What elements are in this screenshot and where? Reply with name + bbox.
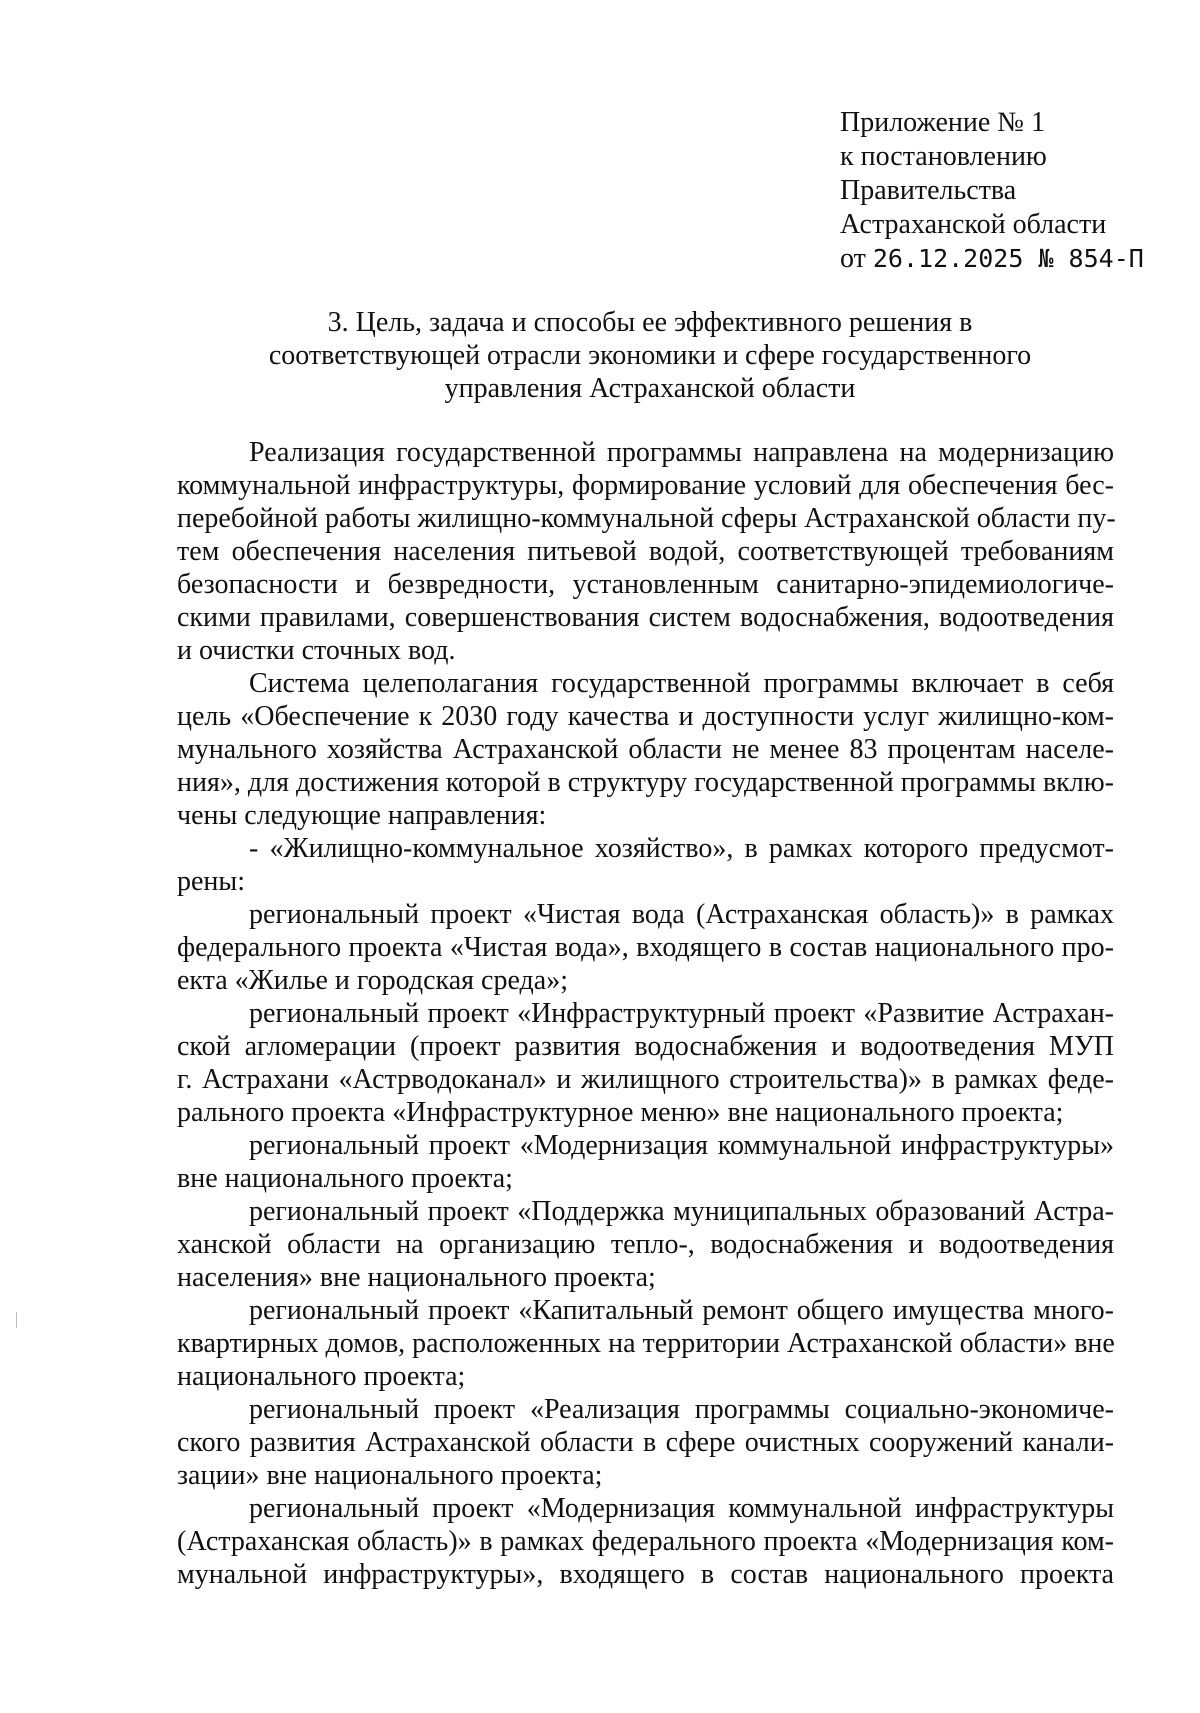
paragraph: [177, 667, 1114, 832]
document-body: [177, 436, 1114, 1591]
appendix-line: Приложение № 1: [840, 107, 1045, 138]
section-title-line: соответствующей отрасли экономики и сфере государственного: [268, 340, 1032, 371]
paragraph: [177, 832, 1114, 898]
paragraph-line: г. Астрахани «Астрводоканал» и жилищного строительства)» в рамках феде-: [177, 1064, 1114, 1095]
paragraph: [177, 1195, 1114, 1294]
section-title: [180, 306, 1120, 405]
paragraph: [177, 1129, 1114, 1195]
appendix-date-line: [840, 242, 1170, 276]
section-title-line: управления Астраханской области: [444, 373, 856, 404]
paragraph: [177, 1492, 1114, 1591]
paragraph-line: региональный проект «Модернизация коммунальной инфраструктуры»: [249, 1130, 1114, 1161]
paragraph: [177, 997, 1114, 1129]
paragraph-line: тем обеспечения населения питьевой водой, соответствующей требованиям: [177, 536, 1114, 567]
paragraph-line: Реализация государственной программы направлена на модернизацию: [249, 437, 1114, 468]
paragraph-line: вне национального проекта;: [177, 1163, 513, 1194]
paragraph-line: цель «Обеспечение к 2030 году качества и доступности услуг жилищно-ком-: [177, 701, 1114, 732]
paragraph-line: региональный проект «Реализация программы социально-экономиче-: [249, 1394, 1114, 1425]
scan-edge-mark: [16, 1312, 17, 1328]
paragraph-line: коммунальной инфраструктуры, формирование условий для обеспечения бес-: [177, 470, 1114, 501]
paragraph-line: чены следующие направления:: [177, 800, 547, 831]
paragraph-line: и очистки сточных вод.: [177, 635, 456, 666]
paragraph-line: региональный проект «Инфраструктурный проект «Развитие Астрахан-: [249, 998, 1114, 1029]
paragraph-line: национального проекта;: [177, 1361, 466, 1392]
appendix-line: Правительства: [840, 175, 1017, 206]
paragraph-line: безопасности и безвредности, установленным санитарно-эпидемиологиче-: [177, 569, 1114, 600]
paragraph-line: рального проекта «Инфраструктурное меню» вне национального проекта;: [177, 1097, 1064, 1128]
paragraph-line: ской агломерации (проект развития водоснабжения и водоотведения МУП: [177, 1031, 1114, 1062]
paragraph-line: екта «Жилье и городская среда»;: [177, 965, 568, 996]
paragraph-line: перебойной работы жилищно-коммунальной сферы Астраханской области пу-: [177, 503, 1116, 534]
paragraph-line: региональный проект «Капитальный ремонт общего имущества много-: [249, 1295, 1114, 1326]
paragraph-line: скими правилами, совершенствования систем водоснабжения, водоотведения: [177, 602, 1114, 633]
paragraph: [177, 1393, 1114, 1492]
resolution-date-number: 26.12.2025 № 854-П: [872, 244, 1144, 273]
paragraph: [177, 898, 1114, 997]
paragraph-line: региональный проект «Модернизация коммунальной инфраструктуры: [249, 1493, 1114, 1524]
paragraph-line: квартирных домов, расположенных на территории Астраханской области» вне: [177, 1328, 1115, 1359]
paragraph-line: населения» вне национального проекта;: [177, 1262, 656, 1293]
paragraph-line: зации» вне национального проекта;: [177, 1460, 603, 1491]
paragraph: [177, 436, 1114, 667]
paragraph: [177, 1294, 1114, 1393]
paragraph-line: ского развития Астраханской области в сфере очистных сооружений канали-: [177, 1427, 1114, 1458]
paragraph-line: рены:: [177, 866, 246, 897]
paragraph-line: Система целеполагания государственной программы включает в себя: [249, 668, 1114, 699]
paragraph-line: мунальной инфраструктуры», входящего в состав национального проекта: [177, 1559, 1114, 1590]
appendix-line: Астраханской области: [840, 209, 1107, 240]
appendix-date-prefix: от: [840, 243, 866, 274]
paragraph-line: региональный проект «Поддержка муниципальных образований Астра-: [249, 1196, 1114, 1227]
paragraph-line: региональный проект «Чистая вода (Астраханская область)» в рамках: [249, 899, 1114, 930]
section-title-line: 3. Цель, задача и способы ее эффективного решения в: [327, 307, 973, 338]
paragraph-line: федерального проекта «Чистая вода», входящего в состав национального про-: [177, 932, 1114, 963]
paragraph-line: ханской области на организацию тепло-, водоснабжения и водоотведения: [177, 1229, 1114, 1260]
paragraph-line: мунального хозяйства Астраханской области не менее 83 процентам населе-: [177, 734, 1114, 765]
paragraph-line: ния», для достижения которой в структуру государственной программы вклю-: [177, 767, 1114, 798]
paragraph-line: (Астраханская область)» в рамках федерального проекта «Модернизация ком-: [177, 1526, 1114, 1557]
appendix-header: [840, 106, 1170, 276]
appendix-line: к постановлению: [840, 141, 1047, 172]
paragraph-line: - «Жилищно-коммунальное хозяйство», в рамках которого предусмот-: [249, 833, 1114, 864]
